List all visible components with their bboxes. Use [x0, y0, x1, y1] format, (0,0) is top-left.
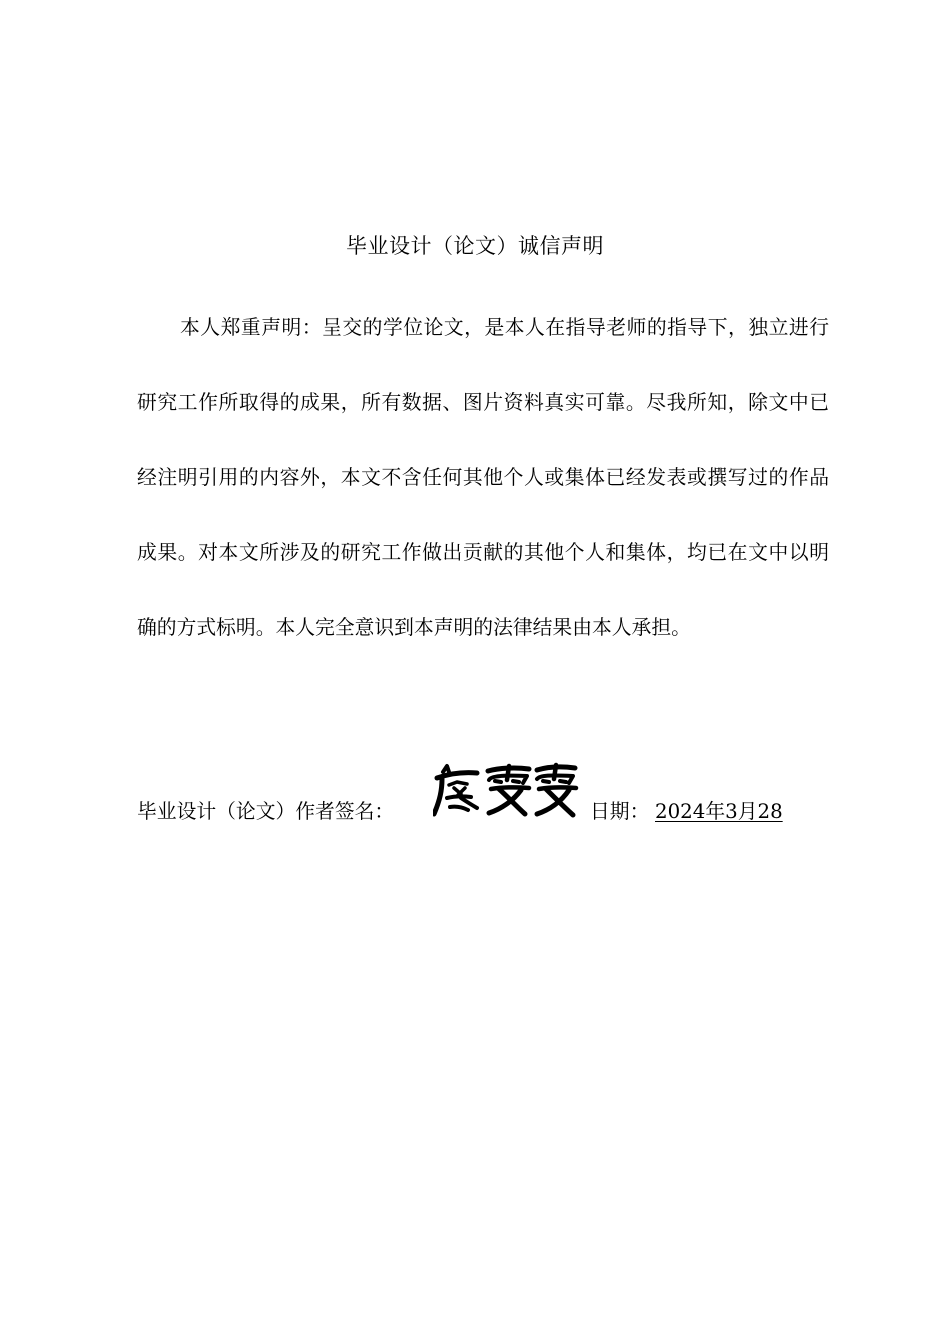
date-value: 2024年3月28 — [655, 800, 783, 823]
declaration-paragraph: 本人郑重声明：呈交的学位论文，是本人在指导老师的指导下，独立进行研究工作所取得的成果，所有数据、图片资料真实可靠。尽我所知，除文中已经注明引用的内容外，本文不含任何其他个人或集体已经发表或撰写过的作品成果。对本文所涉及的研究工作做出贡献的其他个人和集体，均已在文中以明确的方式标明。本人完全意识到本声明的法律结果由本人承担。 — [137, 316, 829, 639]
page-title: 毕业设计（论文）诚信声明 — [346, 234, 604, 258]
date-label: 日期： — [590, 800, 650, 823]
handwritten-signature — [433, 758, 579, 824]
signature-line — [137, 790, 837, 840]
signature-label: 毕业设计（论文）作者签名： — [137, 800, 395, 823]
